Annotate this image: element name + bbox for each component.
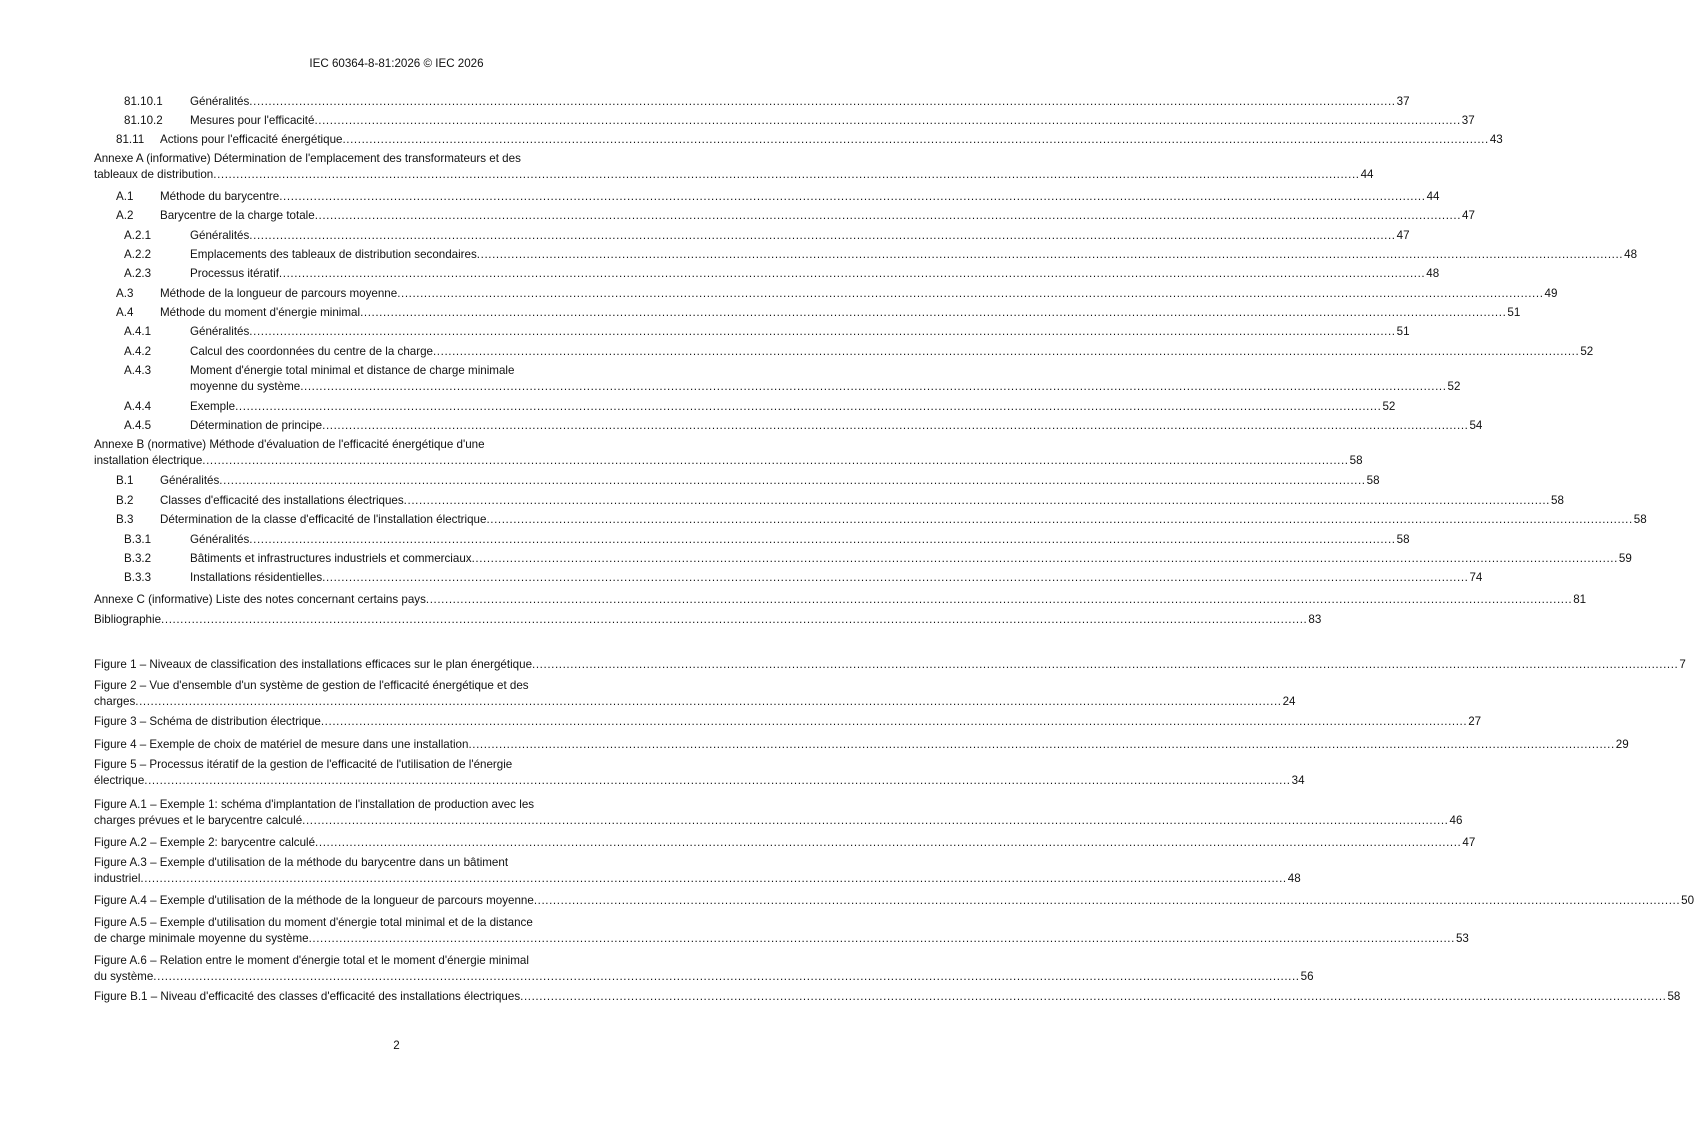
toc-entry[interactable] bbox=[124, 399, 1396, 415]
toc-entry[interactable] bbox=[94, 151, 1374, 183]
toc-entry[interactable] bbox=[94, 953, 1314, 985]
dot-leader: ............................................................................................................................................................................................................................................................................................................ bbox=[314, 209, 1462, 222]
entry-line bbox=[94, 437, 698, 453]
dot-leader: ............................................................................................................................................................................................................................................................................................................ bbox=[533, 894, 1681, 907]
page-ref: 53 bbox=[1455, 932, 1469, 945]
toc-entry[interactable] bbox=[124, 418, 1483, 434]
toc-entry[interactable] bbox=[94, 989, 1681, 1005]
page-ref: 48 bbox=[1287, 872, 1301, 885]
entry-line bbox=[94, 167, 1374, 183]
section-number: 81.11 bbox=[116, 133, 145, 146]
entry-line bbox=[94, 714, 1482, 730]
toc-entry[interactable] bbox=[94, 915, 1469, 947]
page-ref: 48 bbox=[1624, 248, 1638, 261]
entry-line bbox=[124, 399, 1396, 415]
page-ref: 47 bbox=[1462, 209, 1475, 222]
page-ref: 58 bbox=[1667, 990, 1681, 1003]
entry-title: Généralités bbox=[190, 533, 250, 546]
entry-line bbox=[116, 132, 1503, 148]
dot-leader: ............................................................................................................................................................................................................................................................................................................ bbox=[279, 190, 1426, 203]
page-ref: 58 bbox=[1633, 513, 1647, 526]
entry-title: Classes d'efficacité des installations électriques bbox=[160, 494, 404, 507]
toc-entry[interactable] bbox=[124, 551, 1632, 567]
page-ref: 54 bbox=[1469, 419, 1483, 432]
page-ref: 58 bbox=[1366, 474, 1380, 487]
entry-line bbox=[94, 592, 1587, 608]
entry-line bbox=[124, 228, 1410, 244]
dot-leader: ............................................................................................................................................................................................................................................................................................................ bbox=[468, 738, 1615, 751]
entry-line bbox=[124, 266, 1440, 282]
page-number: 2 bbox=[393, 1039, 400, 1052]
toc-entry[interactable] bbox=[124, 94, 1410, 110]
entry-line bbox=[116, 512, 1647, 528]
entry-line bbox=[94, 931, 1469, 947]
entry-title: Figure A.3 – Exemple d'utilisation de la méthode du barycentre dans un bâtiment bbox=[94, 856, 509, 869]
dot-leader: ............................................................................................................................................................................................................................................................................................................ bbox=[278, 267, 1426, 280]
entry-line bbox=[94, 737, 1629, 753]
toc-entry[interactable] bbox=[94, 612, 1322, 628]
entry-title: Figure 1 – Niveaux de classification des installations efficaces sur le plan énergétique bbox=[94, 658, 533, 671]
dot-leader: ............................................................................................................................................................................................................................................................................................................ bbox=[322, 571, 1469, 584]
section-number: B.1 bbox=[116, 474, 134, 487]
toc-entry[interactable] bbox=[94, 893, 1694, 909]
entry-line bbox=[94, 989, 1681, 1005]
entry-line bbox=[94, 969, 1314, 985]
toc-entry[interactable] bbox=[124, 266, 1440, 282]
section-number: 81.10.1 bbox=[124, 95, 163, 108]
page-ref: 51 bbox=[1507, 306, 1521, 319]
entry-title: Calcul des coordonnées du centre de la charge bbox=[190, 345, 433, 358]
entry-title: Figure 2 – Vue d'ensemble d'un système de gestion de l'efficacité énergétique et des bbox=[94, 679, 529, 692]
dot-leader: ............................................................................................................................................................................................................................................................................................................ bbox=[397, 287, 1544, 300]
entry-title: Actions pour l'efficacité énergétique bbox=[160, 133, 343, 146]
dot-leader: ............................................................................................................................................................................................................................................................................................................ bbox=[235, 400, 1382, 413]
entry-title: Emplacements des tableaux de distribution secondaires bbox=[190, 248, 477, 261]
page-ref: 47 bbox=[1396, 229, 1410, 242]
entry-title: de charge minimale moyenne du système bbox=[94, 932, 309, 945]
dot-leader: ............................................................................................................................................................................................................................................................................................................ bbox=[135, 695, 1282, 708]
entry-title: Moment d'énergie total minimal et distance de charge minimale bbox=[190, 364, 515, 377]
entry-line bbox=[94, 893, 1694, 909]
entry-line bbox=[94, 953, 698, 969]
entry-title: industriel bbox=[94, 872, 141, 885]
entry-title: Figure 5 – Processus itératif de la gestion de l'efficacité de l'utilisation de l'énergie bbox=[94, 758, 513, 771]
dot-leader: ............................................................................................................................................................................................................................................................................................................ bbox=[425, 593, 1573, 606]
section-number: A.4.5 bbox=[124, 419, 152, 432]
dot-leader: ............................................................................................................................................................................................................................................................................................................ bbox=[219, 474, 1366, 487]
toc-entry[interactable] bbox=[94, 757, 1305, 789]
entry-line bbox=[94, 757, 698, 773]
toc-entry[interactable] bbox=[94, 714, 1482, 730]
toc-entry[interactable] bbox=[116, 305, 1521, 321]
section-number: A.4.2 bbox=[124, 345, 152, 358]
dot-leader: ............................................................................................................................................................................................................................................................................................................ bbox=[249, 533, 1396, 546]
entry-title: Barycentre de la charge totale bbox=[160, 209, 315, 222]
page-ref: 83 bbox=[1308, 613, 1322, 626]
toc-entry[interactable] bbox=[124, 324, 1410, 340]
toc-entry[interactable] bbox=[116, 473, 1380, 489]
entry-title: Figure A.6 – Relation entre le moment d'énergie total et le moment d'énergie minimal bbox=[94, 954, 529, 967]
page-ref: 52 bbox=[1447, 380, 1461, 393]
entry-line bbox=[124, 551, 1632, 567]
entry-line bbox=[124, 379, 1461, 395]
toc-entry[interactable] bbox=[124, 532, 1410, 548]
page-ref: 37 bbox=[1396, 95, 1410, 108]
page-ref: 52 bbox=[1580, 345, 1594, 358]
page-ref: 34 bbox=[1291, 774, 1305, 787]
entry-line bbox=[116, 208, 1475, 224]
entry-title: Figure A.1 – Exemple 1: schéma d'implantation de l'installation de production avec les bbox=[94, 798, 535, 811]
entry-line bbox=[116, 286, 1558, 302]
page-ref: 50 bbox=[1681, 894, 1694, 907]
dot-leader: ............................................................................................................................................................................................................................................................................................................ bbox=[520, 990, 1667, 1003]
entry-title: Généralités bbox=[190, 325, 250, 338]
page-ref: 29 bbox=[1615, 738, 1629, 751]
dot-leader: ............................................................................................................................................................................................................................................................................................................ bbox=[249, 95, 1396, 108]
entry-line bbox=[124, 324, 1410, 340]
entry-title: Annexe A (informative) Détermination de l'emplacement des transformateurs et des bbox=[94, 152, 521, 165]
section-number: A.2.1 bbox=[124, 229, 152, 242]
page-ref: 51 bbox=[1396, 325, 1410, 338]
entry-title: Généralités bbox=[190, 229, 250, 242]
dot-leader: ............................................................................................................................................................................................................................................................................................................ bbox=[403, 494, 1551, 507]
entry-title: Figure A.4 – Exemple d'utilisation de la méthode de la longueur de parcours moyenne bbox=[94, 894, 534, 907]
entry-line bbox=[94, 151, 698, 167]
dot-leader: ............................................................................................................................................................................................................................................................................................................ bbox=[322, 419, 1469, 432]
dot-leader: ............................................................................................................................................................................................................................................................................................................ bbox=[476, 248, 1624, 261]
toc-entry[interactable] bbox=[116, 132, 1503, 148]
page-ref: 58 bbox=[1349, 454, 1363, 467]
entry-line bbox=[94, 773, 1305, 789]
page-ref: 7 bbox=[1679, 658, 1686, 671]
entry-title: Détermination de principe bbox=[190, 419, 323, 432]
entry-title: Figure B.1 – Niveau d'efficacité des classes d'efficacité des installations électriques bbox=[94, 990, 521, 1003]
entry-title: Figure 4 – Exemple de choix de matériel de mesure dans une installation bbox=[94, 738, 469, 751]
dot-leader: ............................................................................................................................................................................................................................................................................................................ bbox=[320, 715, 1468, 728]
entry-line bbox=[116, 493, 1564, 509]
entry-line bbox=[94, 797, 698, 813]
toc-entry[interactable] bbox=[124, 113, 1475, 129]
entry-title: Installations résidentielles bbox=[190, 571, 323, 584]
page-ref: 52 bbox=[1382, 400, 1396, 413]
page-ref: 58 bbox=[1551, 494, 1564, 507]
entry-title: Bibliographie bbox=[94, 613, 162, 626]
section-number: B.3 bbox=[116, 513, 134, 526]
page-ref: 74 bbox=[1469, 571, 1483, 584]
entry-line bbox=[94, 835, 1476, 851]
dot-leader: ............................................................................................................................................................................................................................................................................................................ bbox=[249, 325, 1396, 338]
dot-leader: ............................................................................................................................................................................................................................................................................................................ bbox=[308, 932, 1455, 945]
entry-title: Méthode du barycentre bbox=[160, 190, 280, 203]
section-number: B.3.3 bbox=[124, 571, 152, 584]
entry-title: tableaux de distribution bbox=[94, 168, 214, 181]
entry-title: Figure A.5 – Exemple d'utilisation du moment d'énergie total minimal et de la distance bbox=[94, 916, 533, 929]
dot-leader: ............................................................................................................................................................................................................................................................................................................ bbox=[161, 613, 1308, 626]
entry-title: Figure 3 – Schéma de distribution électrique bbox=[94, 715, 321, 728]
page-ref: 37 bbox=[1461, 114, 1475, 127]
toc-entry[interactable] bbox=[116, 286, 1558, 302]
entry-line bbox=[94, 612, 1322, 628]
page-ref: 24 bbox=[1282, 695, 1296, 708]
section-number: A.2.3 bbox=[124, 267, 152, 280]
entry-line bbox=[94, 871, 1301, 887]
entry-line bbox=[94, 915, 698, 931]
entry-title: charges prévues et le barycentre calculé bbox=[94, 814, 303, 827]
entry-title: Exemple bbox=[190, 400, 236, 413]
entry-line bbox=[94, 453, 1363, 469]
dot-leader: ............................................................................................................................................................................................................................................................................................................ bbox=[360, 306, 1507, 319]
section-number: A.4.4 bbox=[124, 400, 152, 413]
entry-title: Annexe C (informative) Liste des notes concernant certains pays bbox=[94, 593, 426, 606]
toc-entry[interactable] bbox=[116, 512, 1647, 528]
entry-title: Bâtiments et infrastructures industriels et commerciaux bbox=[190, 552, 472, 565]
entry-line bbox=[124, 532, 1410, 548]
entry-title: Généralités bbox=[160, 474, 220, 487]
toc-entry[interactable] bbox=[124, 570, 1483, 586]
toc-entry[interactable] bbox=[124, 344, 1594, 360]
dot-leader: ............................................................................................................................................................................................................................................................................................................ bbox=[153, 970, 1300, 983]
entry-line bbox=[124, 113, 1475, 129]
section-number: A.4.1 bbox=[124, 325, 152, 338]
dot-leader: ............................................................................................................................................................................................................................................................................................................ bbox=[486, 513, 1633, 526]
toc-entry[interactable] bbox=[94, 657, 1686, 673]
entry-line bbox=[124, 418, 1483, 434]
entry-line bbox=[124, 363, 698, 379]
section-number: A.3 bbox=[116, 287, 134, 300]
page-ref: 46 bbox=[1449, 814, 1463, 827]
dot-leader: ............................................................................................................................................................................................................................................................................................................ bbox=[342, 133, 1489, 146]
toc-entry[interactable] bbox=[94, 737, 1629, 753]
dot-leader: ............................................................................................................................................................................................................................................................................................................ bbox=[302, 814, 1449, 827]
entry-title: Généralités bbox=[190, 95, 250, 108]
entry-title: moyenne du système bbox=[190, 380, 301, 393]
page-ref: 44 bbox=[1360, 168, 1374, 181]
dot-leader: ............................................................................................................................................................................................................................................................................................................ bbox=[314, 114, 1461, 127]
entry-line bbox=[116, 473, 1380, 489]
section-number: B.3.1 bbox=[124, 533, 152, 546]
section-number: 81.10.2 bbox=[124, 114, 163, 127]
dot-leader: ............................................................................................................................................................................................................................................................................................................ bbox=[144, 774, 1291, 787]
entry-line bbox=[116, 305, 1521, 321]
dot-leader: ............................................................................................................................................................................................................................................................................................................ bbox=[140, 872, 1287, 885]
section-number: A.2 bbox=[116, 209, 134, 222]
page-ref: 48 bbox=[1426, 267, 1440, 280]
toc-entry[interactable] bbox=[94, 855, 1301, 887]
entry-line bbox=[94, 678, 698, 694]
entry-title: Figure A.2 – Exemple 2: barycentre calculé bbox=[94, 836, 316, 849]
toc-entry[interactable] bbox=[124, 363, 1461, 395]
page-ref: 27 bbox=[1468, 715, 1482, 728]
page-ref: 81 bbox=[1573, 593, 1587, 606]
entry-line bbox=[116, 189, 1440, 205]
dot-leader: ............................................................................................................................................................................................................................................................................................................ bbox=[300, 380, 1447, 393]
entry-title: Mesures pour l'efficacité bbox=[190, 114, 315, 127]
entry-title: Méthode du moment d'énergie minimal bbox=[160, 306, 361, 319]
section-number: B.2 bbox=[116, 494, 134, 507]
toc-entry[interactable] bbox=[124, 228, 1410, 244]
dot-leader: ............................................................................................................................................................................................................................................................................................................ bbox=[471, 552, 1618, 565]
section-number: B.3.2 bbox=[124, 552, 152, 565]
toc-entry[interactable] bbox=[94, 797, 1463, 829]
page-ref: 44 bbox=[1426, 190, 1440, 203]
entry-line bbox=[124, 94, 1410, 110]
entry-line bbox=[94, 657, 1686, 673]
section-number: A.4.3 bbox=[124, 364, 152, 377]
dot-leader: ............................................................................................................................................................................................................................................................................................................ bbox=[532, 658, 1679, 671]
dot-leader: ............................................................................................................................................................................................................................................................................................................ bbox=[432, 345, 1580, 358]
dot-leader: ............................................................................................................................................................................................................................................................................................................ bbox=[315, 836, 1462, 849]
entry-title: Processus itératif bbox=[190, 267, 279, 280]
section-number: A.1 bbox=[116, 190, 134, 203]
entry-title: Annexe B (normative) Méthode d'évaluation de l'efficacité énergétique d'une bbox=[94, 438, 485, 451]
toc-entry[interactable] bbox=[94, 437, 1363, 469]
toc-entry[interactable] bbox=[116, 493, 1564, 509]
page-ref: 59 bbox=[1618, 552, 1632, 565]
entry-line bbox=[94, 694, 1296, 710]
page-ref: 47 bbox=[1462, 836, 1476, 849]
entry-line bbox=[94, 855, 698, 871]
entry-title: électrique bbox=[94, 774, 145, 787]
section-number: A.4 bbox=[116, 306, 134, 319]
toc-entry[interactable] bbox=[94, 835, 1476, 851]
page-ref: 49 bbox=[1544, 287, 1558, 300]
page-header: IEC 60364-8-81:2026 © IEC 2026 bbox=[309, 57, 484, 70]
page-ref: 56 bbox=[1300, 970, 1314, 983]
toc-entry[interactable] bbox=[94, 592, 1587, 608]
entry-line bbox=[124, 247, 1638, 263]
entry-title: du système bbox=[94, 970, 154, 983]
toc-entry[interactable] bbox=[94, 678, 1296, 710]
section-number: A.2.2 bbox=[124, 248, 152, 261]
entry-title: charges bbox=[94, 695, 136, 708]
entry-title: installation électrique bbox=[94, 454, 203, 467]
entry-line bbox=[94, 813, 1463, 829]
toc-entry[interactable] bbox=[116, 208, 1475, 224]
entry-line bbox=[124, 344, 1594, 360]
dot-leader: ............................................................................................................................................................................................................................................................................................................ bbox=[249, 229, 1396, 242]
page-ref: 43 bbox=[1489, 133, 1503, 146]
entry-title: Méthode de la longueur de parcours moyenne bbox=[160, 287, 398, 300]
toc-entry[interactable] bbox=[124, 247, 1638, 263]
entry-line bbox=[124, 570, 1483, 586]
entry-title: Détermination de la classe d'efficacité de l'installation électrique bbox=[160, 513, 487, 526]
toc-entry[interactable] bbox=[116, 189, 1440, 205]
page-ref: 58 bbox=[1396, 533, 1410, 546]
dot-leader: ............................................................................................................................................................................................................................................................................................................ bbox=[213, 168, 1360, 181]
dot-leader: ............................................................................................................................................................................................................................................................................................................ bbox=[202, 454, 1349, 467]
